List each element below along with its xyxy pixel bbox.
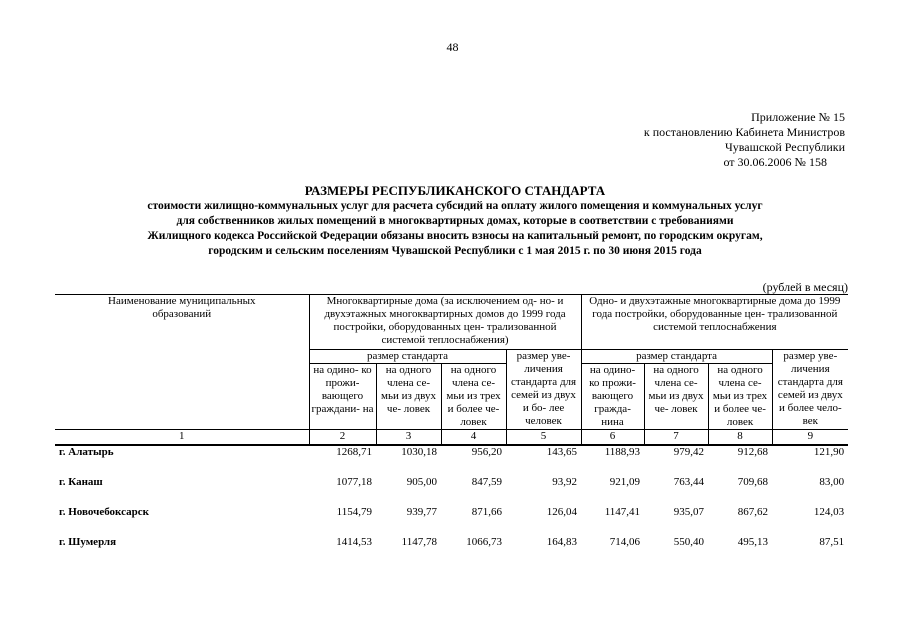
value-cell: 550,40 xyxy=(673,536,705,548)
value-cell: 1188,93 xyxy=(604,446,641,458)
document-title-block xyxy=(50,183,860,259)
header-group-low-rise: Одно- и двухэтажные многоквартирные дома до 1999 года постройки, оборудованные цен- трализованной системой теплоснабжения xyxy=(581,295,848,350)
value-cell: 714,06 xyxy=(609,536,641,548)
value-cell: 93,92 xyxy=(552,476,578,488)
header-municipality: Наименование муниципальных образований xyxy=(55,295,309,430)
table-row xyxy=(55,536,848,566)
municipality-name: г. Новочебоксарск xyxy=(59,506,149,518)
value-cell: 912,68 xyxy=(737,446,769,458)
appendix-line: к постановлению Кабинета Министров xyxy=(643,125,845,139)
header-increase: размер уве- личения стандарта для семей из двух и бо- лее человек xyxy=(506,350,581,430)
municipality-name: г. Шумерля xyxy=(59,536,117,548)
unit-label: (рублей в месяц) xyxy=(762,280,848,294)
header-single-2: на одино- ко прожи- вающего гражда- нина xyxy=(581,364,644,430)
value-cell: 124,03 xyxy=(813,506,845,518)
column-number: 5 xyxy=(506,430,581,446)
column-number: 4 xyxy=(441,430,506,446)
value-cell: 939,77 xyxy=(406,506,437,518)
value-cell: 935,07 xyxy=(673,506,705,518)
value-cell: 495,13 xyxy=(737,536,769,548)
value-cell: 87,51 xyxy=(819,536,845,548)
value-cell: 1077,18 xyxy=(336,476,372,488)
value-cell: 164,83 xyxy=(546,536,578,548)
column-number: 9 xyxy=(772,430,848,446)
appendix-line: Приложение № 15 xyxy=(751,110,845,124)
column-number: 2 xyxy=(309,430,376,446)
value-cell: 1030,18 xyxy=(401,446,437,458)
value-cell: 979,42 xyxy=(673,446,705,458)
table-row xyxy=(55,506,848,536)
value-cell: 871,66 xyxy=(471,506,502,518)
value-cell: 1066,73 xyxy=(466,536,502,548)
header-size-standard: размер стандарта xyxy=(309,350,506,364)
column-number: 7 xyxy=(644,430,708,446)
subtitle-line: для собственников жилых помещений в многоквартирных домах, которые в соответствии с требованиями xyxy=(176,215,734,227)
value-cell: 1414,53 xyxy=(336,536,372,548)
value-cell: 143,65 xyxy=(546,446,578,458)
header-three-members: на одного члена се- мьи из трех и более че- ловек xyxy=(441,364,506,430)
value-cell: 956,20 xyxy=(471,446,502,458)
value-cell: 1147,41 xyxy=(604,506,641,518)
table-row xyxy=(55,445,848,476)
header-increase-2: размер уве- личения стандарта для семей из двух и более чело- век xyxy=(777,350,843,427)
page-number: 48 xyxy=(446,40,459,54)
document-title: РАЗМЕРЫ РЕСПУБЛИКАНСКОГО СТАНДАРТА xyxy=(304,183,606,198)
value-cell: 905,00 xyxy=(406,476,437,488)
value-cell: 126,04 xyxy=(546,506,578,518)
header-group-apartment: Многоквартирные дома (за исключением од- но- и двухэтажных многоквартирных домов до 1999 года постройки, оборудованных цен- трализованной системой теплоснабжения) xyxy=(309,295,581,350)
value-cell: 121,90 xyxy=(813,446,845,458)
subtitle-line: Жилищного кодекса Российской Федерации обязаны вносить взносы на капитальный ремонт, по городским округам, xyxy=(147,230,763,242)
column-number: 6 xyxy=(581,430,644,446)
value-cell: 847,59 xyxy=(471,476,502,488)
value-cell: 1268,71 xyxy=(336,446,372,458)
subtitle-line: городским и сельским поселениям Чувашской Республики с 1 мая 2015 г. по 30 июня 2015 года xyxy=(208,245,702,257)
municipality-name: г. Канаш xyxy=(59,476,103,488)
value-cell: 763,44 xyxy=(673,476,705,488)
header-two-members: на одного члена се- мьи из двух че- ловек xyxy=(376,364,441,430)
value-cell: 867,62 xyxy=(737,506,769,518)
appendix-line: от 30.06.2006 № 158 xyxy=(723,155,827,169)
column-number: 1 xyxy=(55,430,309,446)
appendix-line: Чувашской Республики xyxy=(724,140,845,154)
header-two-members-2: на одного члена се- мьи из двух че- ловек xyxy=(644,364,708,430)
column-numbers-row xyxy=(55,430,848,446)
value-cell: 709,68 xyxy=(737,476,769,488)
table-row xyxy=(55,476,848,506)
subtitle-line: стоимости жилищно-коммунальных услуг для расчета субсидий на оплату жилого помещения и коммунальных услуг xyxy=(147,200,763,212)
value-cell: 83,00 xyxy=(819,476,845,488)
column-number: 3 xyxy=(376,430,441,446)
standards-table xyxy=(55,294,848,566)
header-three-members-2: на одного члена се- мьи из трех и более че- ловек xyxy=(708,364,772,430)
value-cell: 1154,79 xyxy=(336,506,372,518)
value-cell: 1147,78 xyxy=(401,536,437,548)
value-cell: 921,09 xyxy=(609,476,641,488)
document-subtitle xyxy=(50,199,860,259)
header-single: на одино- ко прожи- вающего граждани- на xyxy=(309,364,376,430)
header-size-standard-2: размер стандарта xyxy=(581,350,772,364)
column-number: 8 xyxy=(708,430,772,446)
municipality-name: г. Алатырь xyxy=(59,446,114,458)
appendix-block xyxy=(644,110,845,170)
